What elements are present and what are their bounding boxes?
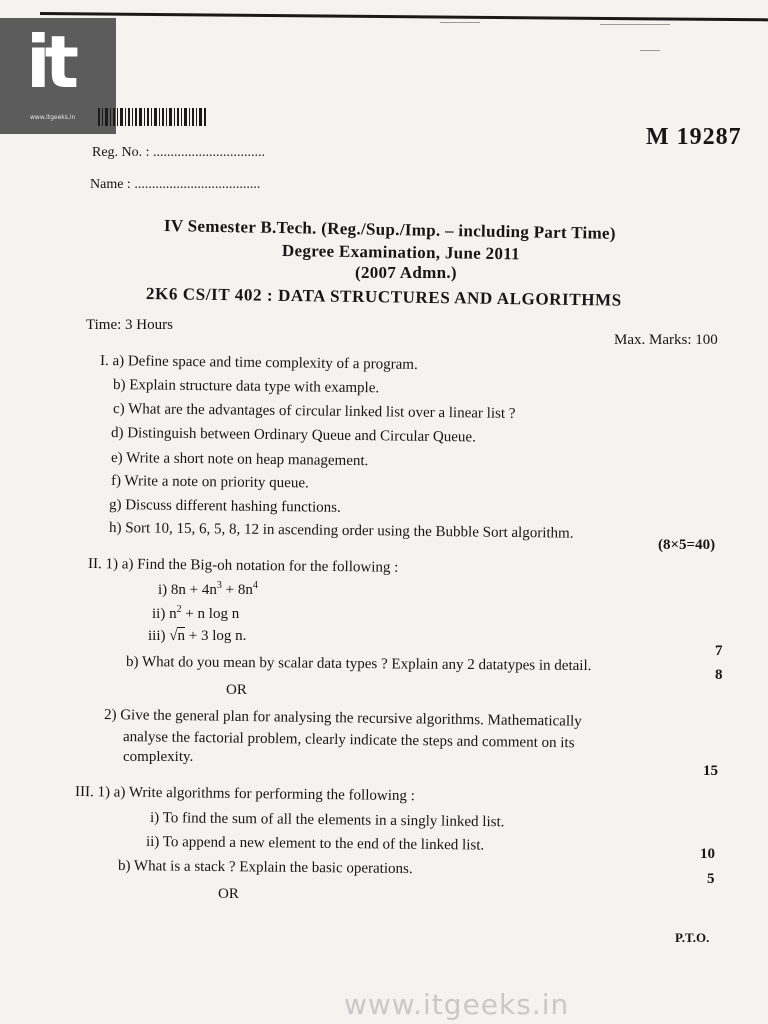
subject-title: 2K6 CS/IT 402 : DATA STRUCTURES AND ALGORITHMS — [145, 284, 622, 310]
barcode — [98, 108, 208, 126]
max-marks: Max. Marks: 100 — [614, 332, 718, 348]
q2-2-mark: 15 — [703, 763, 718, 779]
name-field: Name : .................................... — [90, 177, 261, 192]
q1-a: I. a) Define space and time complexity of a program. — [99, 353, 418, 373]
q3-or: OR — [218, 886, 239, 902]
sqrt-icon: √ — [169, 628, 178, 644]
reg-no-field: Reg. No. : ................................ — [92, 145, 266, 160]
scan-speck — [440, 22, 480, 23]
scan-speck — [640, 50, 660, 51]
q3-1a-mark: 10 — [700, 846, 715, 862]
scan-edge-line — [40, 12, 768, 21]
q2-1a: II. 1) a) Find the Big-oh notation for the following : — [87, 556, 399, 576]
q2-2-line2: analyse the factorial problem, clearly indicate the steps and comment on its — [122, 729, 575, 752]
q2-or: OR — [226, 682, 247, 698]
q2-2-line1: 2) Give the general plan for analysing the recursive algorithms. Mathematically — [103, 707, 582, 730]
q1-f: f) Write a note on priority queue. — [110, 473, 309, 492]
logo-mark: it — [26, 20, 74, 104]
q1-b: b) Explain structure data type with example. — [112, 377, 380, 397]
q1-h: h) Sort 10, 15, 6, 5, 8, 12 in ascending order using the Bubble Sort algorithm. — [108, 520, 574, 542]
pto: P.T.O. — [675, 930, 710, 945]
logo-url: www.itgeeks.in — [30, 114, 76, 121]
q3-1b: b) What is a stack ? Explain the basic operations. — [117, 858, 413, 878]
q3-1a-ii: ii) To append a new element to the end of the linked list. — [145, 834, 485, 854]
q2-1b: b) What do you mean by scalar data types ? Explain any 2 datatypes in detail. — [125, 654, 592, 675]
q2-1b-mark: 8 — [715, 667, 723, 683]
scan-speck — [600, 24, 670, 25]
exam-title: IV Semester B.Tech. (Reg./Sup./Imp. – including Part Time) — [163, 216, 616, 243]
q2-1a-mark: 7 — [715, 643, 723, 659]
q3-1b-mark: 5 — [707, 871, 715, 887]
time-allowed: Time: 3 Hours — [86, 317, 173, 333]
q1-marks: (8×5=40) — [658, 537, 716, 553]
watermark-url: www.itgeeks.in — [344, 988, 570, 1021]
q2-1a-i: i) $8n + 4n^3 + 8n^4$ — [158, 580, 258, 598]
q3-1a: III. 1) a) Write algorithms for performing the following : — [74, 784, 415, 805]
q2-1a-iii: iii) √n + 3 log n. — [148, 628, 247, 644]
q2-1a-ii: ii) $n^2 + n$ log n — [152, 604, 240, 622]
q1-e: e) Write a short note on heap management. — [110, 450, 369, 470]
q2-2-line3: complexity. — [123, 749, 194, 765]
q3-1a-i: i) To find the sum of all the elements in a singly linked list. — [149, 810, 505, 831]
q1-g: g) Discuss different hashing functions. — [108, 497, 341, 516]
paper-code: M 19287 — [646, 124, 742, 150]
q1-c: c) What are the advantages of circular linked list over a linear list ? — [112, 401, 516, 422]
admission-year: (2007 Admn.) — [355, 263, 457, 282]
exam-session: Degree Examination, June 2011 — [281, 241, 521, 264]
q1-d: d) Distinguish between Ordinary Queue and Circular Queue. — [110, 425, 476, 446]
